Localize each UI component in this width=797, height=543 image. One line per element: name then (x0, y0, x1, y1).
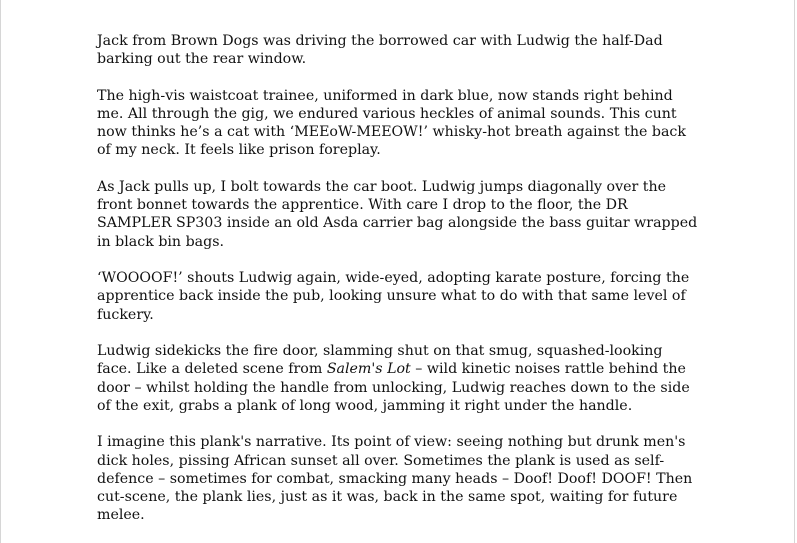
paragraph-6 (97, 433, 701, 524)
paragraph-text: ‘WOOOOF!’ shouts Ludwig again, wide-eyed, adopting karate posture, forcing the apprentice back inside the pub, looking unsure what to do with that same level of fuckery. (97, 270, 690, 323)
document-body (97, 32, 701, 543)
paragraph-text: I imagine this plank's narrative. Its point of view: seeing nothing but drunk men's dick holes, pissing African sunset all over. Sometimes the plank is used as self-defence – sometimes for combat, smacking many heads – Doof! Doof! DOOF! Then cut-scene, the plank lies, just as it was, back in the same spot, waiting for future melee. (97, 434, 693, 524)
book-title: Salem's Lot (326, 361, 411, 378)
paragraph-1 (97, 32, 701, 68)
paragraph-5 (97, 342, 701, 415)
paragraph-text: Ludwig sidekicks the fire door, slamming shut on that smug, squashed-looking face. Like a deleted scene from (97, 343, 663, 378)
paragraph-3 (97, 178, 701, 251)
paragraph-text: As Jack pulls up, I bolt towards the car boot. Ludwig jumps diagonally over the front bonnet towards the apprentice. With care I drop to the floor, the DR SAMPLER SP303 inside an old Asda carrier bag alongside the bass guitar wrapped in black bin bags. (97, 179, 698, 250)
paragraph-text: The high-vis waistcoat trainee, uniformed in dark blue, now stands right behind me. All through the gig, we endured various heckles of animal sounds. This cunt now thinks he’s a cat with ‘MEEoW-MEEOW!’ whisky-hot breath against the back of my neck. It feels like prison foreplay. (97, 87, 686, 159)
paragraph-2 (97, 87, 701, 160)
paragraph-4 (97, 269, 701, 324)
paragraph-text: Jack from Brown Dogs was driving the borrowed car with Ludwig the half-Dad barking out the rear window. (97, 33, 663, 68)
paragraph-text: – wild kinetic noises rattle behind the door – whilst holding the handle from unlocking, Ludwig reaches down to the side of the exit, grabs a plank of long wood, jamming it right under the handle. (97, 361, 690, 414)
